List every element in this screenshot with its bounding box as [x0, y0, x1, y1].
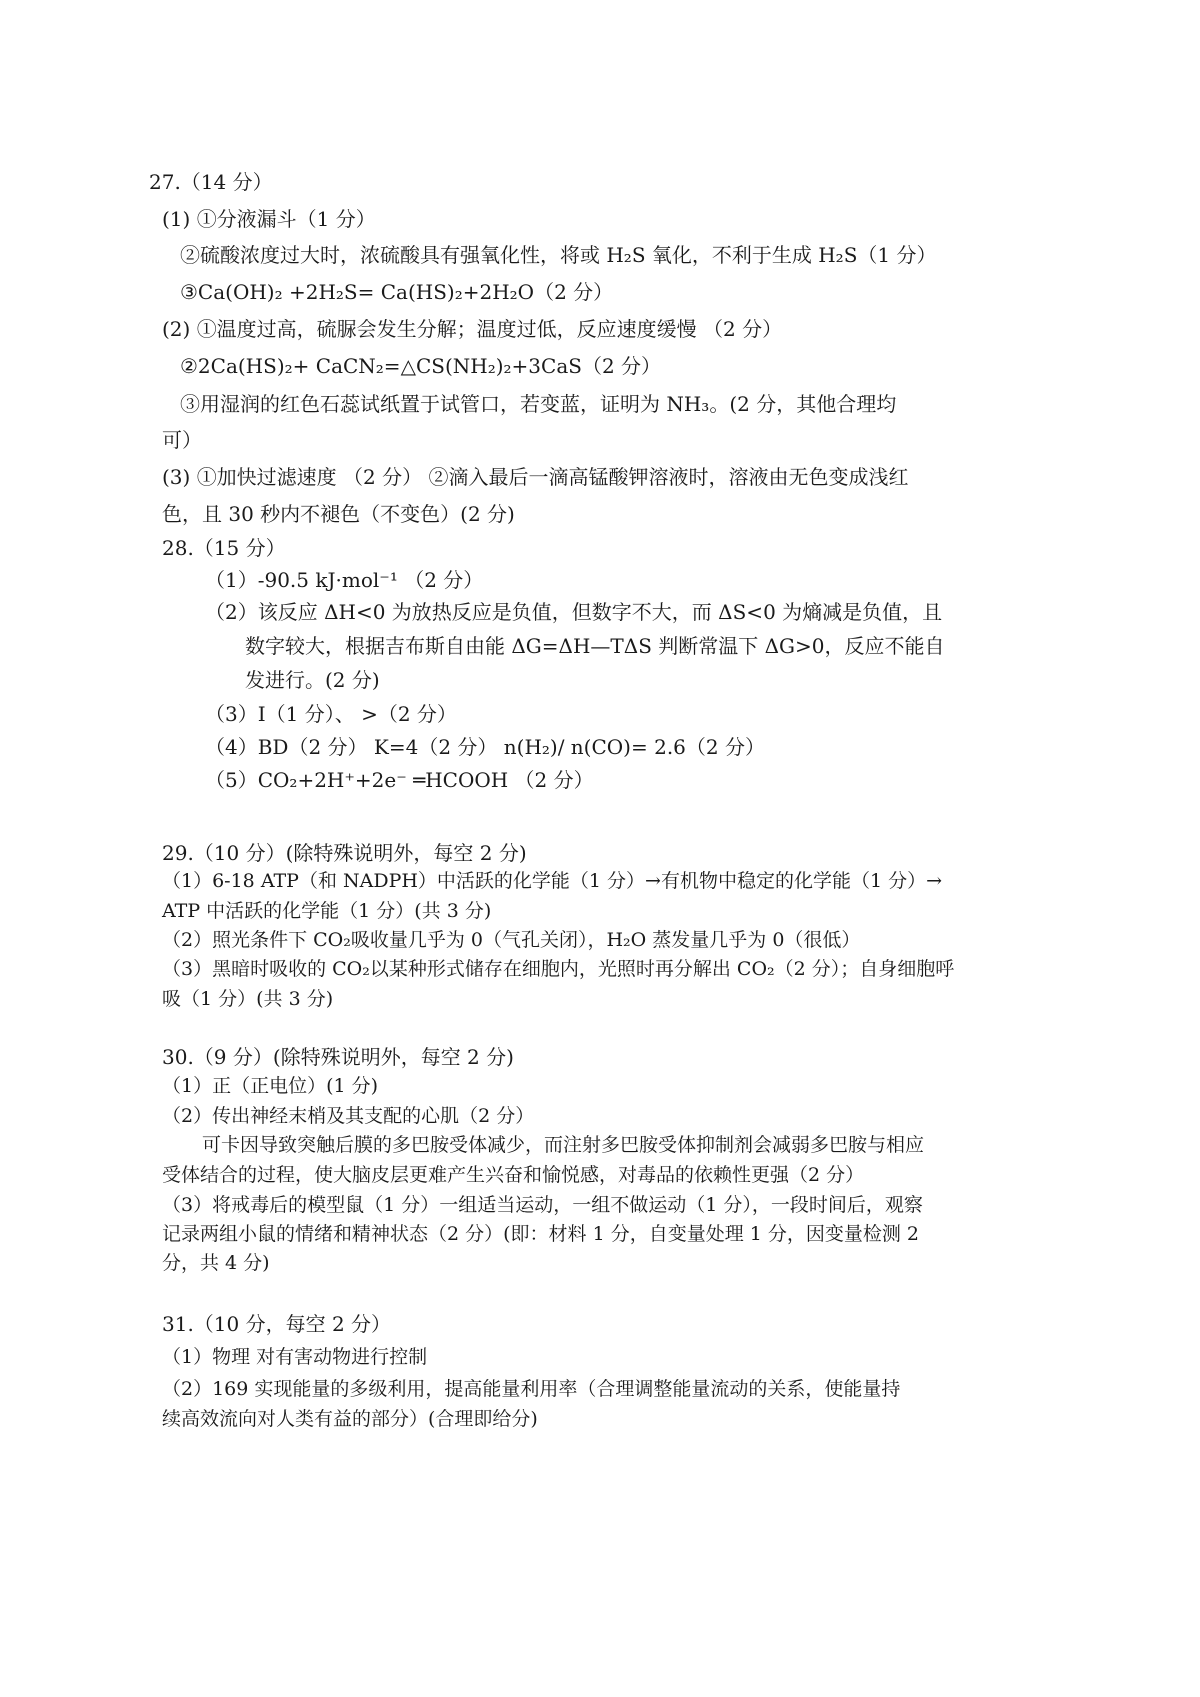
q27-heading: 27.（14 分）	[149, 170, 273, 194]
q30-3-answer: （3）将戒毒后的模型鼠（1 分）一组适当运动，一组不做运动（1 分），一段时间后，观察	[162, 1194, 923, 1216]
q29-1-answer: （1）6-18 ATP（和 NADPH）中活跃的化学能（1 分）→有机物中稳定的化学能（1 分）→	[162, 870, 943, 892]
q27-2-3-answer-cont: 可）	[162, 428, 202, 452]
q27-2-3-answer: ③用湿润的红色石蕊试纸置于试管口，若变蓝，证明为 NH₃。(2 分，其他合理均	[180, 392, 897, 416]
q28-2-answer-cont: 数字较大，根据吉布斯自由能 ΔG=ΔH—TΔS 判断常温下 ΔG>0，反应不能自	[245, 634, 945, 658]
q30-3-answer-cont: 记录两组小鼠的情绪和精神状态（2 分）(即：材料 1 分，自变量处理 1 分，因变量检测 2	[162, 1223, 920, 1245]
q28-5-answer: （5）CO₂+2H⁺+2e⁻ ═HCOOH （2 分）	[205, 768, 594, 792]
q29-heading: 29.（10 分）(除特殊说明外，每空 2 分)	[162, 841, 527, 865]
q30-3-answer-cont2: 分，共 4 分)	[162, 1252, 270, 1274]
q27-2-2-answer: ②2Ca(HS)₂+ CaCN₂=△CS(NH₂)₂+3CaS（2 分）	[180, 354, 662, 378]
q30-2-answer: （2）传出神经末梢及其支配的心肌（2 分）	[162, 1105, 535, 1127]
q29-2-answer: （2）照光条件下 CO₂吸收量几乎为 0（气孔关闭），H₂O 蒸发量几乎为 0（很低）	[162, 929, 861, 951]
q31-2-answer: （2）169 实现能量的多级利用，提高能量利用率（合理调整能量流动的关系，使能量持	[162, 1378, 901, 1400]
q27-2-1-answer: (2) ①温度过高，硫脲会发生分解；温度过低，反应速度缓慢 （2 分）	[162, 317, 783, 341]
q31-1-answer: （1）物理 对有害动物进行控制	[162, 1346, 428, 1368]
q28-2-answer-cont2: 发进行。(2 分)	[245, 668, 380, 692]
q27-3-answer: (3) ①加快过滤速度 （2 分） ②滴入最后一滴高锰酸钾溶液时，溶液由无色变成浅红	[162, 465, 909, 489]
q29-1-answer-cont: ATP 中活跃的化学能（1 分）(共 3 分)	[162, 900, 492, 922]
q28-4-answer: （4）BD（2 分） K=4（2 分） n(H₂)/ n(CO)= 2.6（2 分）	[205, 735, 765, 759]
q30-heading: 30.（9 分）(除特殊说明外，每空 2 分)	[162, 1045, 514, 1069]
q28-2-answer: （2）该反应 ΔH<0 为放热反应是负值，但数字不大，而 ΔS<0 为熵减是负值，且	[205, 600, 943, 624]
q27-3-answer-cont: 色，且 30 秒内不褪色（不变色）(2 分)	[162, 502, 515, 526]
q27-1-answer: (1) ①分液漏斗（1 分）	[162, 207, 376, 231]
q28-3-answer: （3）I（1 分）、 >（2 分）	[205, 702, 457, 726]
q30-2-explanation: 可卡因导致突触后膜的多巴胺受体减少，而注射多巴胺受体抑制剂会减弱多巴胺与相应	[202, 1134, 925, 1156]
q29-3-answer-cont: 吸（1 分）(共 3 分)	[162, 988, 334, 1010]
q30-2-explanation-cont: 受体结合的过程，使大脑皮层更难产生兴奋和愉悦感，对毒品的依赖性更强（2 分）	[162, 1164, 865, 1186]
q31-heading: 31.（10 分，每空 2 分）	[162, 1312, 392, 1336]
q27-1-3-answer: ③Ca(OH)₂ +2H₂S= Ca(HS)₂+2H₂O（2 分）	[180, 280, 614, 304]
q29-3-answer: （3）黑暗时吸收的 CO₂以某种形式储存在细胞内，光照时再分解出 CO₂（2 分）；自身细胞呼	[162, 958, 955, 980]
q27-1-2-answer: ②硫酸浓度过大时，浓硫酸具有强氧化性，将或 H₂S 氧化，不利于生成 H₂S（1 分）	[180, 243, 937, 267]
q28-heading: 28.（15 分）	[162, 536, 286, 560]
q31-2-answer-cont: 续高效流向对人类有益的部分）(合理即给分)	[162, 1408, 538, 1430]
q28-1-answer: （1）-90.5 kJ·mol⁻¹ （2 分）	[205, 568, 484, 592]
q30-1-answer: （1）正（正电位）(1 分)	[162, 1075, 379, 1097]
